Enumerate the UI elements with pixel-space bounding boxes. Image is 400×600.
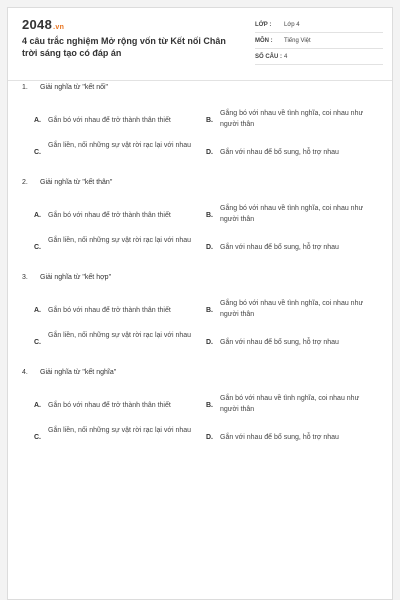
- question-number: 2.: [22, 179, 28, 186]
- option-letter: D.: [206, 149, 213, 156]
- meta-value: Lớp 4: [284, 22, 300, 28]
- option-text: Gắn liền, nối những sự vật rời rạc lại với nhau: [48, 332, 192, 339]
- question-text: [22, 369, 116, 376]
- question-4: [8, 369, 392, 465]
- option-text: Gắn liền, nối những sự vật rời rạc lại với nhau: [48, 427, 192, 434]
- question-2: [8, 179, 392, 275]
- meta-question-count: [255, 50, 383, 65]
- question-prompt: Giải nghĩa từ "kết nghĩa": [40, 369, 117, 376]
- option-text: Gắn với nhau để bổ sung, hỗ trợ nhau: [220, 339, 339, 346]
- option-letter: D.: [206, 434, 213, 441]
- option-letter: B.: [206, 307, 213, 314]
- option-letter: B.: [206, 402, 213, 409]
- logo-text: 2048: [22, 17, 53, 32]
- option-text: Gắn bó với nhau để trở thành thân thiết: [48, 212, 171, 219]
- meta-label: LỚP :: [255, 22, 272, 28]
- question-text: [22, 274, 111, 281]
- meta-label: SỐ CÂU :: [255, 54, 282, 60]
- option-letter: A.: [34, 307, 41, 314]
- option-letter: C.: [34, 149, 41, 156]
- option-text: Gắng bó với nhau về tình nghĩa, coi nhau như người thân: [220, 110, 364, 128]
- option-letter: D.: [206, 244, 213, 251]
- option-letter: C.: [34, 339, 41, 346]
- question-prompt: Giải nghĩa từ "kết nối": [40, 84, 109, 91]
- option-letter: B.: [206, 117, 213, 124]
- meta-subject: [255, 34, 383, 49]
- question-text: [22, 84, 108, 91]
- option-text: Gắn liền, nối những sự vật rời rạc lại với nhau: [48, 237, 192, 244]
- document-page: [7, 7, 393, 600]
- question-number: 4.: [22, 369, 28, 376]
- option-text: Gắn liền, nối những sự vật rời rạc lại với nhau: [48, 142, 192, 149]
- option-letter: C.: [34, 434, 41, 441]
- option-letter: C.: [34, 244, 41, 251]
- meta-class: [255, 18, 383, 33]
- logo-suffix: .vn: [53, 24, 65, 31]
- option-text: Gắng bó với nhau về tình nghĩa, coi nhau như người thân: [220, 300, 364, 318]
- option-text: Gắn với nhau để bổ sung, hỗ trợ nhau: [220, 149, 339, 156]
- meta-value: 4: [284, 54, 288, 60]
- question-number: 1.: [22, 84, 28, 91]
- option-letter: A.: [34, 117, 41, 124]
- option-letter: D.: [206, 339, 213, 346]
- question-text: [22, 179, 112, 186]
- option-letter: B.: [206, 212, 213, 219]
- question-prompt: Giải nghĩa từ "kết thân": [40, 179, 113, 186]
- question-number: 3.: [22, 274, 28, 281]
- site-logo[interactable]: [22, 17, 64, 32]
- option-text: Gắn bó với nhau để trở thành thân thiết: [48, 307, 171, 314]
- question-3: [8, 274, 392, 370]
- option-text: Gắn với nhau để bổ sung, hỗ trợ nhau: [220, 244, 339, 251]
- meta-value: Tiếng Việt: [284, 38, 311, 44]
- option-text: Gắn bó với nhau về tình nghĩa, coi nhau như người thân: [220, 395, 360, 413]
- meta-label: MÔN :: [255, 38, 273, 44]
- question-1: [8, 84, 392, 180]
- option-text: Gắn bó với nhau để trở thành thân thiết: [48, 402, 171, 409]
- document-header: [8, 8, 392, 81]
- option-letter: A.: [34, 212, 41, 219]
- option-text: Gắng bó với nhau về tình nghĩa, coi nhau như người thân: [220, 205, 364, 223]
- option-letter: A.: [34, 402, 41, 409]
- option-text: Gắn với nhau để bổ sung, hỗ trợ nhau: [220, 434, 339, 441]
- document-title: 4 câu trắc nghiệm Mở rộng vốn từ Kết nối Chân trời sáng tạo có đáp án: [22, 36, 226, 58]
- question-prompt: Giải nghĩa từ "kết hợp": [40, 274, 112, 281]
- option-text: Gắn bó với nhau để trở thành thân thiết: [48, 117, 171, 124]
